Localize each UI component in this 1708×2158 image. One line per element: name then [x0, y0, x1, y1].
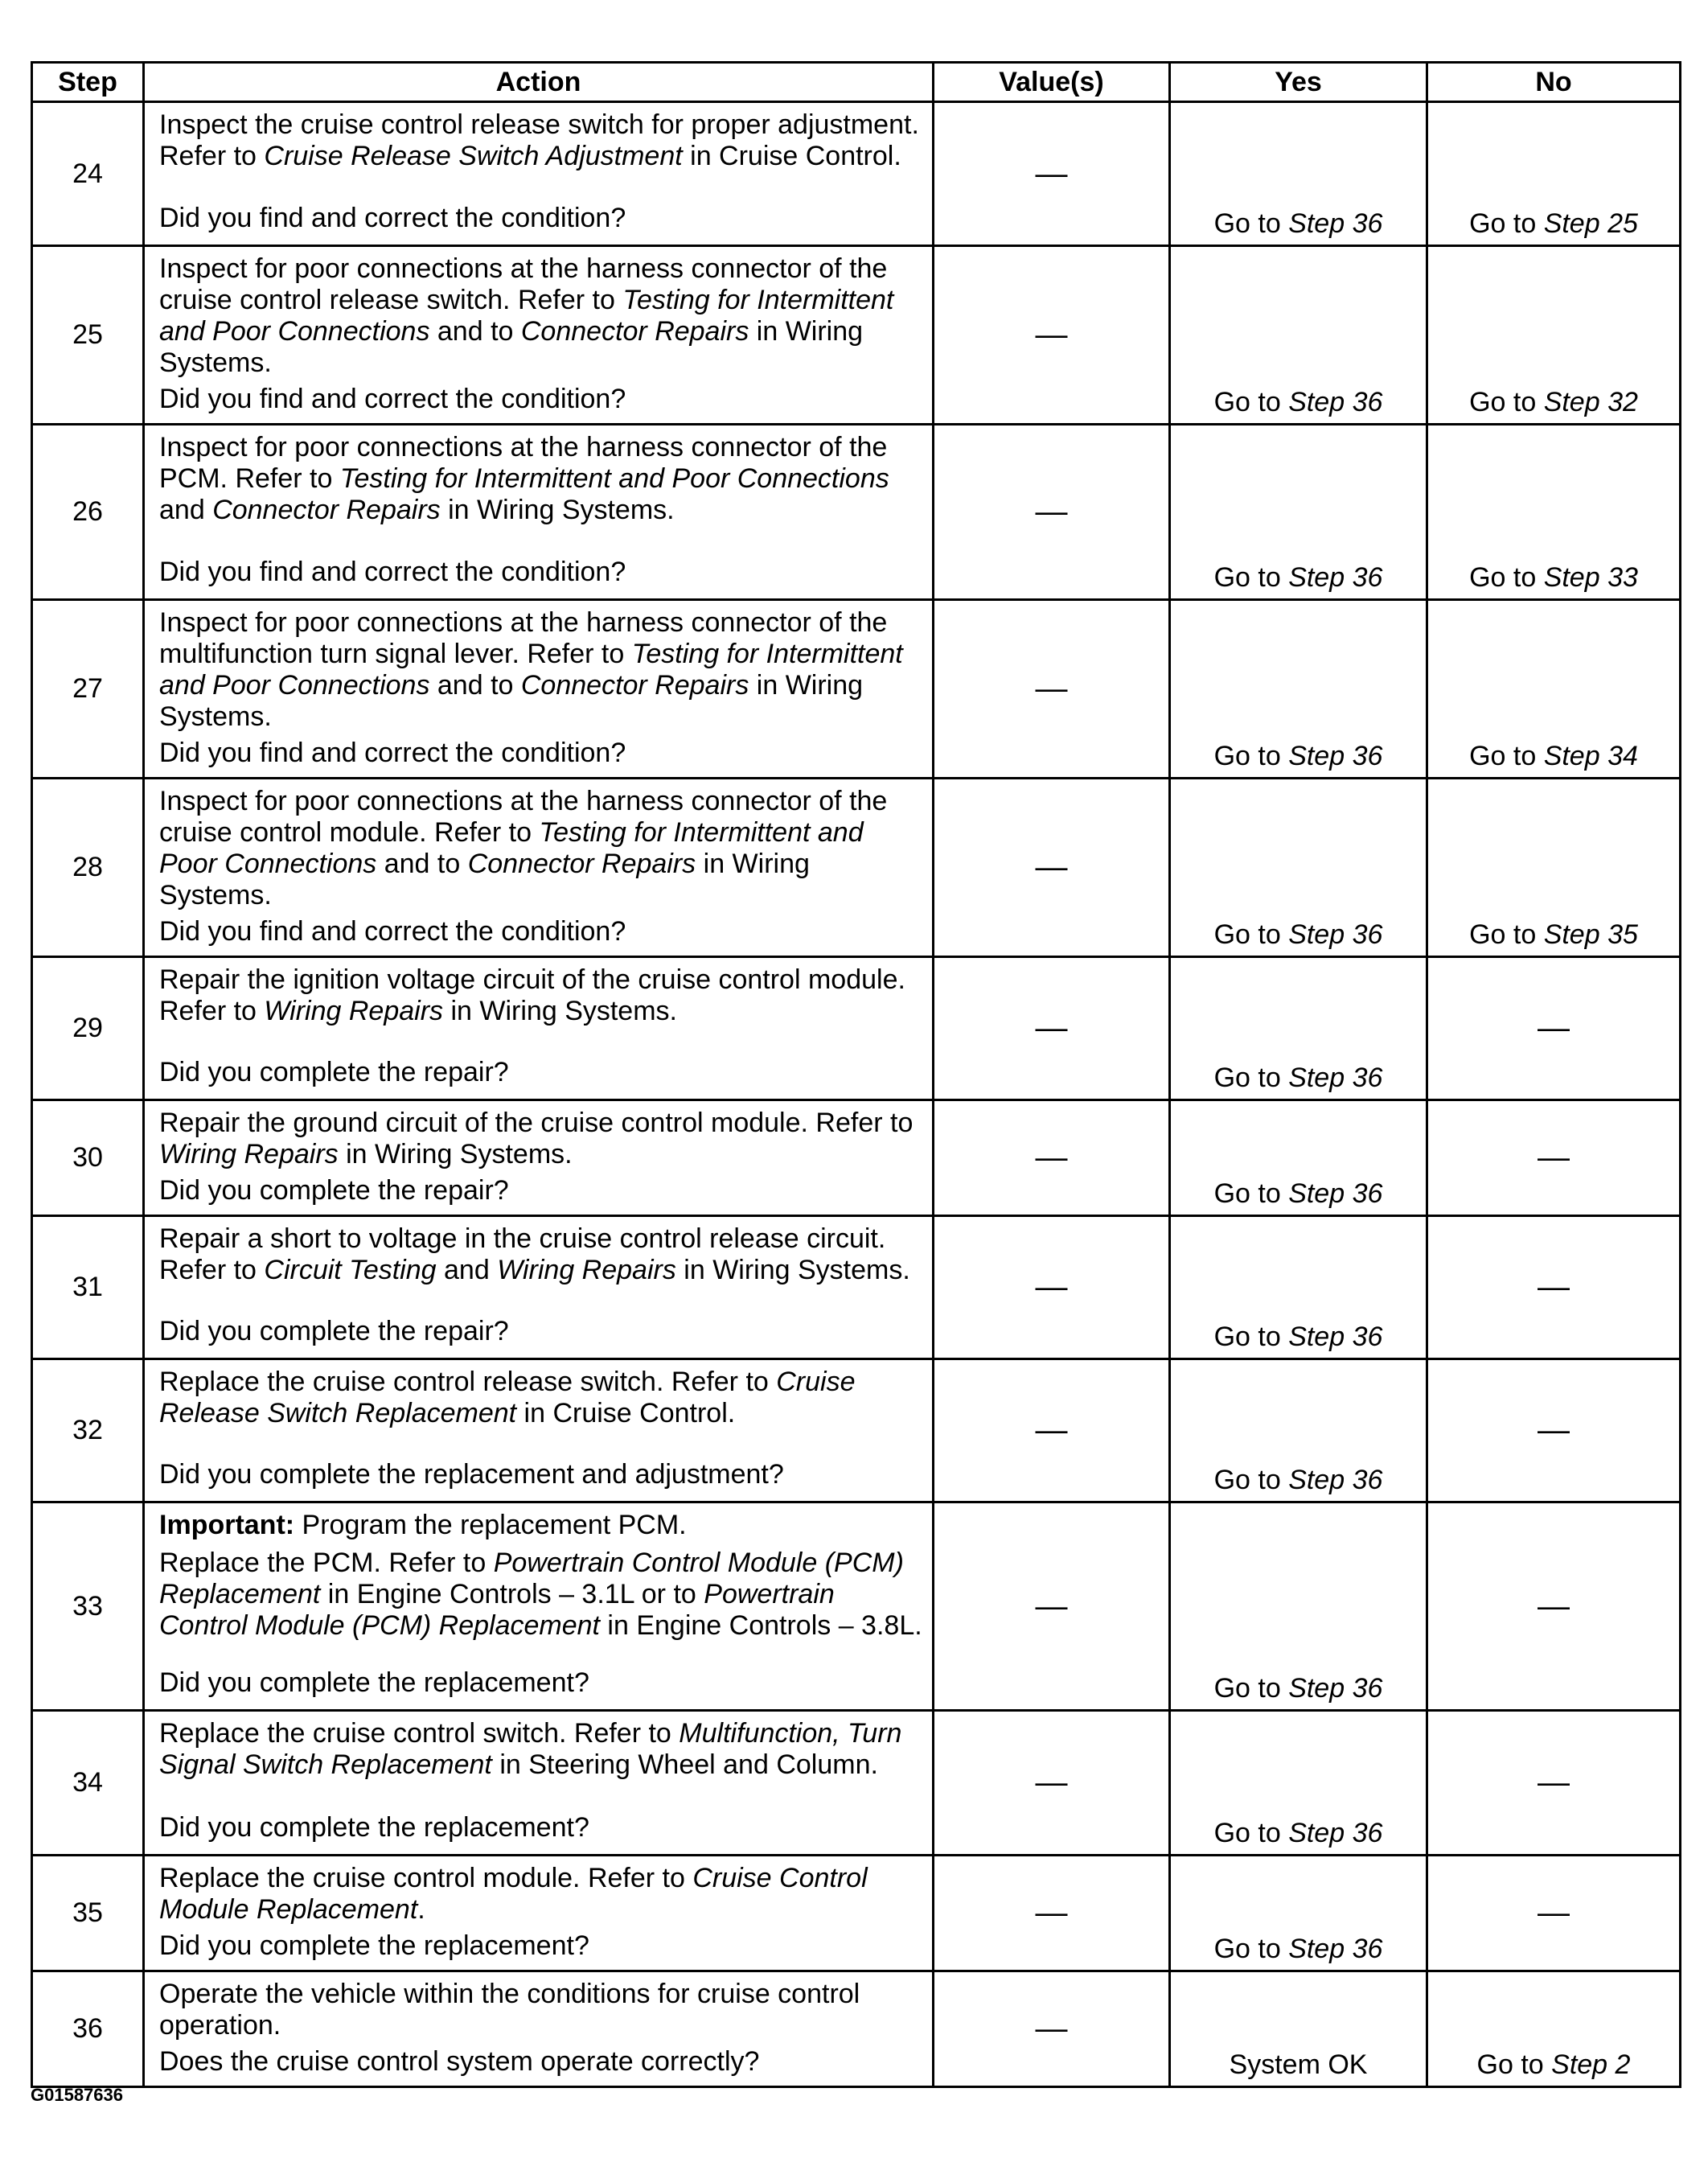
bold-label: Important:: [159, 1510, 295, 1540]
yes-text: Go to: [1213, 741, 1289, 771]
action-content: [159, 1223, 922, 1347]
step-cell: 28: [32, 779, 144, 957]
yes-step-ref: Step 36: [1288, 387, 1383, 417]
yes-cell: [1170, 957, 1427, 1100]
text-run: Repair the ignition voltage circuit of the cruise control module. Refer to: [159, 964, 905, 1026]
yes-cell: [1170, 1216, 1427, 1359]
italic-reference: Wiring Repairs: [159, 1139, 339, 1169]
action-paragraph: [159, 1979, 922, 2041]
action-question: Did you complete the replacement?: [159, 1812, 589, 1843]
action-text: [159, 1979, 922, 2041]
italic-reference: Wiring Repairs: [497, 1255, 676, 1285]
italic-reference: Cruise Release Switch Adjustment: [264, 141, 683, 171]
action-paragraph: [159, 607, 922, 733]
action-cell: [144, 957, 934, 1100]
step-cell: 35: [32, 1856, 144, 1971]
italic-reference: Powertrain Control Module (PCM) Replacement: [159, 1579, 835, 1641]
italic-reference: Connector Repairs: [520, 316, 749, 347]
action-cell: [144, 1971, 934, 2087]
no-cell: [1427, 102, 1681, 246]
action-paragraph: [159, 253, 922, 379]
text-run: Replace the cruise control release switch. Refer to: [159, 1367, 777, 1397]
action-question: Did you find and correct the condition?: [159, 916, 626, 947]
no-text: —: [1538, 1412, 1570, 1448]
action-cell: [144, 1216, 934, 1359]
yes-step-ref: Step 36: [1288, 1063, 1383, 1093]
text-run: Replace the cruise control module. Refer to: [159, 1863, 693, 1893]
text-run: Inspect for poor connections at the harness connector of the cruise control module. Refer to: [159, 786, 888, 848]
yes-cell: [1170, 779, 1427, 957]
action-content: [159, 1863, 922, 1962]
yes-cell: [1170, 1100, 1427, 1216]
action-content: [159, 607, 922, 769]
value-cell: —: [934, 1502, 1170, 1711]
no-step-ref: Step 34: [1543, 741, 1638, 771]
header-row: [32, 63, 1681, 102]
italic-reference: Connector Repairs: [520, 670, 749, 701]
yes-text: Go to: [1213, 1063, 1289, 1093]
text-run: in Wiring Systems.: [159, 670, 864, 732]
yes-cell: [1170, 246, 1427, 425]
italic-reference: Cruise Control Module Replacement: [159, 1863, 868, 1925]
action-cell: [144, 1502, 934, 1711]
action-question: Did you find and correct the condition?: [159, 738, 626, 768]
table-row: [32, 957, 1681, 1100]
table-row: [32, 1711, 1681, 1856]
table-row: [32, 1971, 1681, 2087]
action-question: Did you find and correct the condition?: [159, 557, 626, 587]
text-run: in Wiring Systems.: [338, 1139, 573, 1169]
action-text: [159, 1510, 922, 1642]
text-run: and: [436, 1255, 498, 1285]
no-cell: [1427, 779, 1681, 957]
action-question: Does the cruise control system operate correctly?: [159, 2046, 760, 2077]
table-row: [32, 600, 1681, 779]
no-cell: [1427, 1711, 1681, 1856]
step-cell: 24: [32, 102, 144, 246]
action-paragraph: [159, 786, 922, 911]
value-cell: —: [934, 1711, 1170, 1856]
figure-id: G01587636: [31, 2085, 123, 2105]
action-paragraph: [159, 1863, 922, 1926]
yes-text: Go to: [1213, 387, 1289, 417]
text-run: Replace the cruise control switch. Refer to: [159, 1718, 680, 1749]
yes-text: Go to: [1213, 1322, 1289, 1352]
step-cell: 31: [32, 1216, 144, 1359]
action-cell: [144, 779, 934, 957]
action-paragraph: [159, 1718, 922, 1781]
action-content: [159, 786, 922, 947]
text-run: in Engine Controls – 3.8L.: [599, 1610, 922, 1641]
text-run: Inspect for poor connections at the harness connector of the cruise control release switch. Refer to: [159, 253, 888, 315]
action-paragraph: [159, 1108, 922, 1170]
text-run: Replace the PCM. Refer to: [159, 1548, 494, 1578]
italic-reference: Powertrain Control Module (PCM) Replacement: [159, 1548, 904, 1609]
action-paragraph: [159, 432, 922, 526]
no-cell: [1427, 600, 1681, 779]
action-question: Did you complete the replacement?: [159, 1930, 589, 1961]
no-text: Go to: [1469, 919, 1544, 950]
value-cell: —: [934, 1359, 1170, 1502]
action-content: [159, 1108, 922, 1206]
action-text: [159, 1863, 922, 1926]
yes-step-ref: Step 36: [1288, 208, 1383, 239]
italic-reference: Testing for Intermittent and Poor Connections: [159, 639, 903, 701]
action-paragraph: [159, 1223, 922, 1286]
text-run: Repair a short to voltage in the cruise control release circuit. Refer to: [159, 1223, 886, 1285]
header-yes: Yes: [1170, 63, 1427, 102]
text-run: in Wiring Systems.: [159, 316, 864, 378]
yes-step-ref: Step 36: [1288, 919, 1383, 950]
action-text: [159, 432, 922, 526]
text-run: and to: [376, 849, 468, 879]
action-cell: [144, 600, 934, 779]
table-row: [32, 1502, 1681, 1711]
yes-step-ref: Step 36: [1288, 1465, 1383, 1495]
text-run: and: [159, 495, 213, 525]
italic-reference: Connector Repairs: [212, 495, 441, 525]
step-cell: 29: [32, 957, 144, 1100]
text-run: .: [417, 1894, 425, 1925]
action-paragraph: [159, 1548, 922, 1642]
text-run: Inspect the cruise control release switch for proper adjustment. Refer to: [159, 109, 919, 171]
value-cell: —: [934, 425, 1170, 600]
no-text: —: [1538, 1588, 1570, 1624]
yes-cell: [1170, 1711, 1427, 1856]
italic-reference: Multifunction, Turn Signal Switch Replacement: [159, 1718, 902, 1780]
no-text: —: [1538, 1895, 1570, 1930]
value-cell: —: [934, 1216, 1170, 1359]
value-cell: —: [934, 102, 1170, 246]
yes-step-ref: Step 36: [1288, 1818, 1383, 1848]
step-cell: 30: [32, 1100, 144, 1216]
action-question: Did you complete the replacement and adjustment?: [159, 1459, 784, 1490]
text-run: and to: [429, 316, 521, 347]
table-row: [32, 1359, 1681, 1502]
value-cell: —: [934, 1856, 1170, 1971]
text-run: in Wiring Systems.: [159, 849, 810, 910]
text-run: and to: [429, 670, 521, 701]
action-question: Did you complete the repair?: [159, 1175, 509, 1206]
text-run: Operate the vehicle within the conditions for cruise control operation.: [159, 1979, 860, 2041]
yes-text: Go to: [1213, 919, 1289, 950]
action-text: [159, 1367, 922, 1429]
yes-cell: [1170, 1359, 1427, 1502]
yes-text: Go to: [1213, 1673, 1289, 1704]
step-cell: 36: [32, 1971, 144, 2087]
table-body: [32, 102, 1681, 2087]
action-text: [159, 1223, 922, 1286]
action-text: [159, 786, 922, 911]
no-text: Go to: [1469, 741, 1544, 771]
yes-step-ref: Step 36: [1288, 562, 1383, 593]
no-cell: [1427, 1856, 1681, 1971]
no-step-ref: Step 2: [1551, 2049, 1631, 2080]
step-cell: 25: [32, 246, 144, 425]
value-cell: —: [934, 1971, 1170, 2087]
action-cell: [144, 1100, 934, 1216]
action-paragraph: [159, 1367, 922, 1429]
table-row: [32, 425, 1681, 600]
no-text: Go to: [1476, 2049, 1552, 2080]
action-question: Did you find and correct the condition?: [159, 384, 626, 414]
yes-text: Go to: [1213, 1818, 1289, 1848]
step-cell: 34: [32, 1711, 144, 1856]
yes-step-ref: Step 36: [1288, 1178, 1383, 1209]
yes-text: Go to: [1213, 1934, 1289, 1964]
action-content: [159, 109, 922, 234]
italic-reference: Connector Repairs: [467, 849, 696, 879]
yes-cell: [1170, 600, 1427, 779]
no-text: —: [1538, 1140, 1570, 1175]
no-cell: [1427, 1502, 1681, 1711]
table-row: [32, 1856, 1681, 1971]
step-cell: 32: [32, 1359, 144, 1502]
no-cell: [1427, 1100, 1681, 1216]
action-question: Did you complete the repair?: [159, 1057, 509, 1087]
yes-text: Go to: [1213, 1465, 1289, 1495]
text-run: in Engine Controls – 3.1L or to: [320, 1579, 704, 1609]
value-cell: —: [934, 779, 1170, 957]
action-question: Did you complete the repair?: [159, 1316, 509, 1346]
header-action: Action: [144, 63, 934, 102]
text-run: in Cruise Control.: [682, 141, 901, 171]
action-cell: [144, 1711, 934, 1856]
yes-cell: [1170, 1856, 1427, 1971]
text-run: in Wiring Systems.: [440, 495, 675, 525]
no-cell: [1427, 1359, 1681, 1502]
no-cell: [1427, 1216, 1681, 1359]
action-text: [159, 964, 922, 1027]
text-run: Repair the ground circuit of the cruise control module. Refer to: [159, 1108, 914, 1138]
value-cell: —: [934, 1100, 1170, 1216]
italic-reference: Testing for Intermittent and Poor Connections: [159, 817, 864, 879]
value-cell: —: [934, 957, 1170, 1100]
action-content: [159, 1718, 922, 1844]
yes-step-ref: Step 36: [1288, 1322, 1383, 1352]
action-content: [159, 1367, 922, 1490]
action-cell: [144, 425, 934, 600]
no-text: —: [1538, 1269, 1570, 1305]
text-run: in Wiring Systems.: [443, 996, 677, 1026]
step-cell: 33: [32, 1502, 144, 1711]
italic-reference: Cruise Release Switch Replacement: [159, 1367, 856, 1428]
no-cell: [1427, 246, 1681, 425]
value-cell: —: [934, 246, 1170, 425]
no-text: —: [1538, 1765, 1570, 1800]
table-row: [32, 246, 1681, 425]
italic-reference: Wiring Repairs: [264, 996, 444, 1026]
table-row: [32, 779, 1681, 957]
action-content: [159, 1510, 922, 1699]
yes-text: Go to: [1213, 562, 1289, 593]
no-step-ref: Step 33: [1543, 562, 1638, 593]
no-text: Go to: [1469, 562, 1544, 593]
action-paragraph: [159, 1510, 922, 1541]
text-run: in Cruise Control.: [516, 1398, 736, 1428]
step-cell: 26: [32, 425, 144, 600]
yes-step-ref: Step 36: [1288, 1673, 1383, 1704]
value-cell: —: [934, 600, 1170, 779]
no-text: Go to: [1469, 208, 1544, 239]
yes-cell: [1170, 102, 1427, 246]
action-cell: [144, 1856, 934, 1971]
action-paragraph: [159, 964, 922, 1027]
no-cell: [1427, 1971, 1681, 2087]
step-cell: 27: [32, 600, 144, 779]
action-text: [159, 607, 922, 733]
action-text: [159, 253, 922, 379]
action-cell: [144, 102, 934, 246]
no-cell: [1427, 425, 1681, 600]
no-text: Go to: [1469, 387, 1544, 417]
text-run: Inspect for poor connections at the harness connector of the multifunction turn signal lever. Refer to: [159, 607, 888, 669]
italic-reference: Testing for Intermittent and Poor Connections: [159, 285, 894, 347]
header-step: Step: [32, 63, 144, 102]
table-row: [32, 1216, 1681, 1359]
italic-reference: Testing for Intermittent and Poor Connections: [339, 463, 889, 494]
yes-text: Go to: [1213, 208, 1289, 239]
no-text: —: [1538, 1010, 1570, 1046]
action-content: [159, 964, 922, 1088]
text-run: Inspect for poor connections at the harness connector of the PCM. Refer to: [159, 432, 888, 494]
action-cell: [144, 246, 934, 425]
no-step-ref: Step 25: [1543, 208, 1638, 239]
action-text: [159, 1718, 922, 1781]
table-row: [32, 1100, 1681, 1216]
yes-cell: [1170, 1502, 1427, 1711]
yes-text: System OK: [1229, 2049, 1368, 2080]
italic-reference: Circuit Testing: [264, 1255, 437, 1285]
no-cell: [1427, 957, 1681, 1100]
action-content: [159, 432, 922, 588]
yes-cell: [1170, 1971, 1427, 2087]
action-cell: [144, 1359, 934, 1502]
header-values: Value(s): [934, 63, 1170, 102]
action-content: [159, 253, 922, 415]
action-content: [159, 1979, 922, 2078]
no-step-ref: Step 32: [1543, 387, 1638, 417]
action-question: Did you complete the replacement?: [159, 1667, 589, 1698]
text-run: Program the replacement PCM.: [294, 1510, 687, 1540]
yes-step-ref: Step 36: [1288, 741, 1383, 771]
action-question: Did you find and correct the condition?: [159, 203, 626, 233]
text-run: in Wiring Systems.: [675, 1255, 910, 1285]
yes-cell: [1170, 425, 1427, 600]
header-no: No: [1427, 63, 1681, 102]
action-paragraph: [159, 109, 922, 172]
no-step-ref: Step 35: [1543, 919, 1638, 950]
table-row: [32, 102, 1681, 246]
action-text: [159, 1108, 922, 1170]
yes-step-ref: Step 36: [1288, 1934, 1383, 1964]
text-run: in Steering Wheel and Column.: [491, 1749, 878, 1780]
action-text: [159, 109, 922, 172]
yes-text: Go to: [1213, 1178, 1289, 1209]
diagnostic-table: [31, 61, 1681, 2088]
